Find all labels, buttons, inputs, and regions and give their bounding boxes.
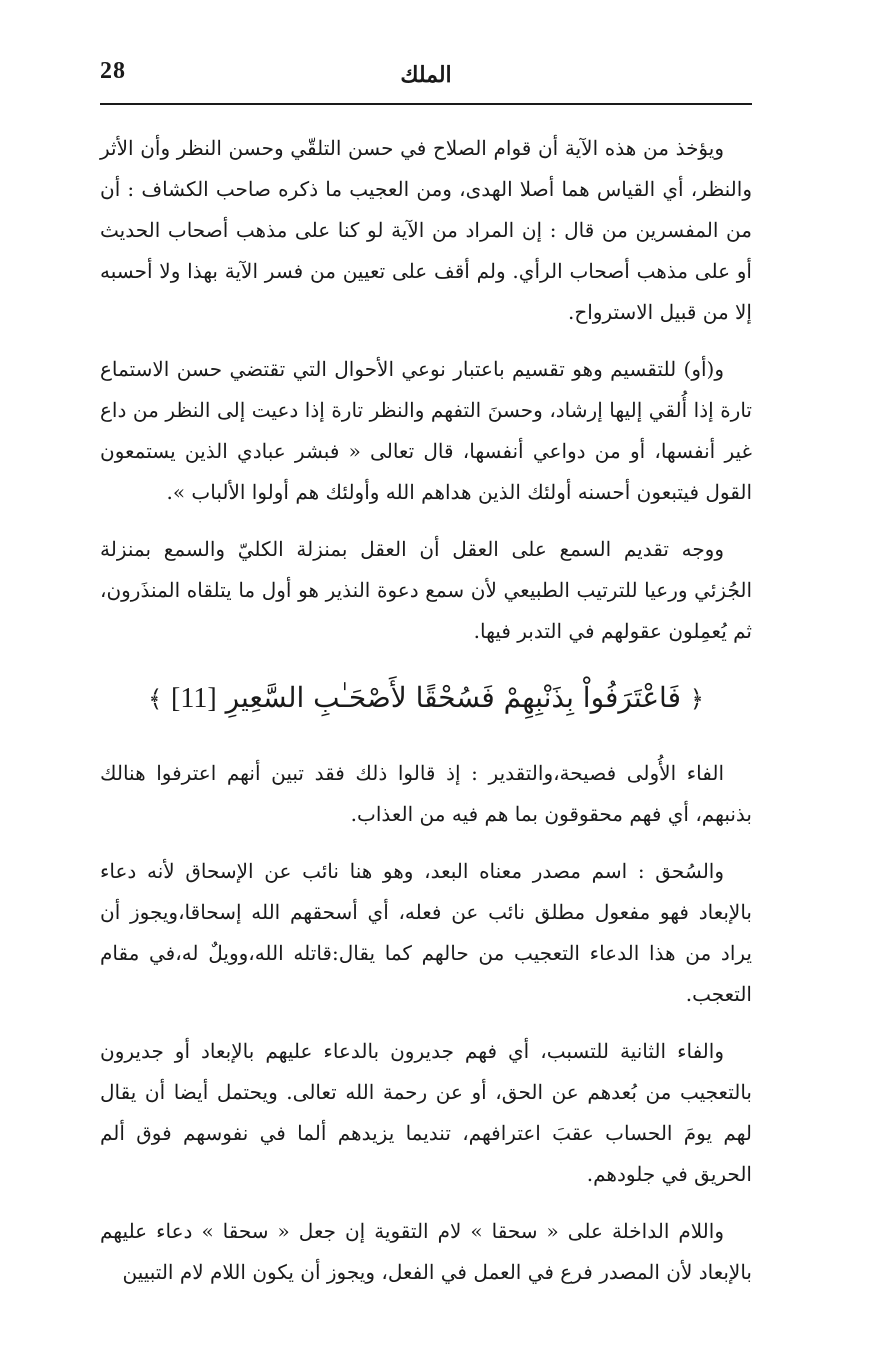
- paragraph: ووجه تقديم السمع على العقل أن العقل بمنزلة الكليّ والسمع بمنزلة الجُزئي ورعيا للترتيب الطبيعي لأن سمع دعوة النذير هو أول ما يتلقاه المنذَرون، ثم يُعمِلون عقولهم في التدبر فيها.: [100, 537, 752, 643]
- verse-ornament-close: ﴾: [148, 685, 163, 713]
- paragraph: والسُحق : اسم مصدر معناه البعد، وهو هنا نائب عن الإسحاق لأنه دعاء بالإبعاد فهو مفعول مطلق نائب عن فعله، أي أسحقهم الله إسحاقا،ويجوز أن يراد من هذا الدعاء التعجيب من حالهم كما يقال:قاتله الله،وويلٌ له،في مقام التعجب.: [100, 859, 752, 1006]
- quran-verse: [100, 668, 752, 729]
- page-number: 28: [100, 58, 126, 84]
- header-rule: [100, 103, 752, 105]
- paragraph: الفاء الأُولى فصيحة،والتقدير : إذ قالوا ذلك فقد تبين أنهم اعترفوا هنالك بذنبهم، أي فهم محقوقون بما هم فيه من العذاب.: [100, 761, 752, 826]
- verse-ornament-open: ﴿: [689, 685, 704, 713]
- page-header: [100, 58, 752, 102]
- paragraph: والفاء الثانية للتسبب، أي فهم جديرون بالدعاء عليهم بالإبعاد أو جديرون بالتعجيب من بُعدهم عن الحق، أو عن رحمة الله تعالى. ويحتمل أيضا أن يقال لهم يومَ الحساب عقبَ اعترافهم، تنديما يزيدهم ألما في نفوسهم فوق ألم الحريق في جلودهم.: [100, 1039, 752, 1186]
- verse-number: [11]: [171, 683, 217, 714]
- paragraph: و(أو) للتقسيم وهو تقسيم باعتبار نوعي الأحوال التي تقتضي حسن الاستماع تارة إذا أُلقي إليها إرشاد، وحسنَ التفهم والنظر تارة إذا دعيت إلى النظر من داع غير أنفسها، أو من دواعي أنفسها، قال تعالى « فبشر عبادي الذين يستمعون القول فيتبعون أحسنه أولئك الذين هداهم الله وأولئك هم أولوا الألباب ».: [100, 357, 752, 504]
- running-title: الملك: [400, 62, 452, 88]
- verse-text: فَاعْتَرَفُواْ بِذَنْبِهِمْ فَسُحْقًا لأَصْحَـٰبِ السَّعِيرِ: [225, 681, 681, 714]
- paragraph: ويؤخذ من هذه الآية أن قوام الصلاح في حسن التلقّي وحسن النظر وأن الأثر والنظر، أي القياس هما أصلا الهدى، ومن العجيب ما ذكره صاحب الكشاف : أن من المفسرين من قال : إن المراد من الآية لو كنا على مذهب أصحاب الحديث أو على مذهب أصحاب الرأي. ولم أقف على تعيين من فسر الآية بهذا ولا أحسبه إلا من قبيل الاسترواح.: [100, 136, 752, 324]
- paragraph: واللام الداخلة على « سحقا » لام التقوية إن جعل « سحقا » دعاء عليهم بالإبعاد لأن المصدر فرع في العمل في الفعل، ويجوز أن يكون اللام لام التبيين: [100, 1219, 752, 1284]
- page-body: [100, 128, 752, 1309]
